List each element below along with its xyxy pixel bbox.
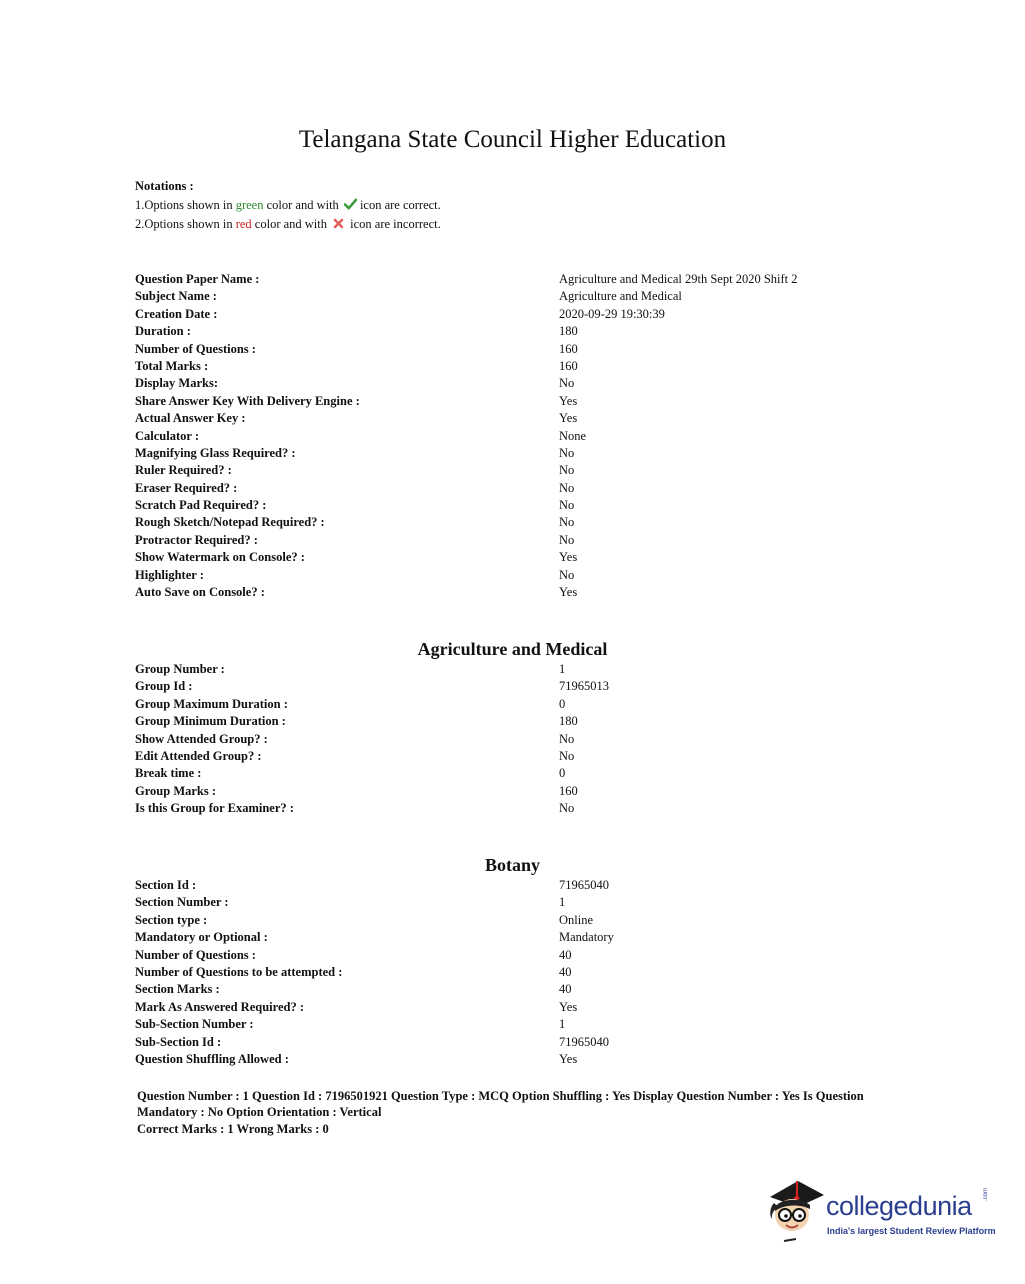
info-value: 2020-09-29 19:30:39 <box>559 306 665 321</box>
info-row <box>135 341 895 358</box>
info-value: No <box>559 445 575 460</box>
notations <box>135 177 441 234</box>
info-row <box>135 393 895 410</box>
info-value: 160 <box>559 783 578 798</box>
notation-text: icon are correct. <box>359 198 441 212</box>
info-row <box>135 375 895 392</box>
info-label: Mandatory or Optional : <box>135 930 268 945</box>
info-label: Eraser Required? : <box>135 480 238 495</box>
info-value: 71965040 <box>559 1034 609 1049</box>
info-label: Show Attended Group? : <box>135 731 268 746</box>
info-label: Calculator : <box>135 428 199 443</box>
brand-suffix: .com <box>983 1187 989 1201</box>
info-row <box>135 1034 895 1051</box>
section-info-table <box>135 877 895 1068</box>
notation-text: 1.Options shown in <box>135 198 233 212</box>
question-info <box>137 1089 897 1138</box>
info-row <box>135 1051 895 1068</box>
info-value: No <box>559 731 575 746</box>
info-value: 40 <box>559 964 572 979</box>
red-color-word: red <box>235 217 252 231</box>
info-label: Actual Answer Key : <box>135 411 246 426</box>
info-value: 40 <box>559 947 572 962</box>
info-label: Group Number : <box>135 662 225 676</box>
info-label: Break time : <box>135 766 202 781</box>
info-value: 1 <box>559 662 566 676</box>
info-row <box>135 912 895 929</box>
info-label: Question Shuffling Allowed : <box>135 1051 289 1066</box>
info-row <box>135 584 895 601</box>
info-row <box>135 1016 895 1033</box>
info-row <box>135 549 895 566</box>
group-info-table <box>135 661 895 818</box>
info-value: No <box>559 567 575 582</box>
info-row <box>135 894 895 911</box>
question-meta-line: Mandatory : No Option Orientation : Vertical <box>137 1104 382 1119</box>
info-label: Section type : <box>135 912 208 927</box>
info-value: No <box>559 515 575 530</box>
info-value: Yes <box>559 999 578 1014</box>
info-row <box>135 532 895 549</box>
section-heading: Botany <box>484 855 540 875</box>
info-label: Protractor Required? : <box>135 532 258 547</box>
info-row <box>135 306 895 323</box>
info-value: None <box>559 428 587 443</box>
info-value: Yes <box>559 393 578 408</box>
collegedunia-mascot-icon <box>766 1177 826 1247</box>
info-value: 160 <box>559 358 578 373</box>
info-row <box>135 981 895 998</box>
info-row <box>135 323 895 340</box>
info-row <box>135 713 895 730</box>
info-label: Magnifying Glass Required? : <box>135 445 296 460</box>
info-value: Yes <box>559 550 578 565</box>
notation-text: color and with <box>254 217 328 231</box>
info-label: Mark As Answered Required? : <box>135 999 304 1014</box>
cross-icon <box>333 216 344 227</box>
paper-info-table <box>135 271 895 601</box>
info-row <box>135 661 895 678</box>
info-row <box>135 445 895 462</box>
notation-correct <box>135 196 441 215</box>
question-marks: Correct Marks : 1 Wrong Marks : 0 <box>137 1122 329 1136</box>
page-title: Telangana State Council Higher Education <box>298 126 727 153</box>
info-label: Group Id : <box>135 679 193 694</box>
info-row <box>135 358 895 375</box>
info-row <box>135 696 895 713</box>
info-label: Group Maximum Duration : <box>135 696 288 711</box>
info-label: Scratch Pad Required? : <box>135 498 267 513</box>
info-label: Creation Date : <box>135 306 218 321</box>
info-label: Section Id : <box>135 878 197 892</box>
info-row <box>135 288 895 305</box>
info-row <box>135 462 895 479</box>
info-label: Section Number : <box>135 895 229 910</box>
info-row <box>135 800 895 817</box>
info-label: Subject Name : <box>135 289 217 304</box>
info-value: Online <box>559 912 594 927</box>
info-value: No <box>559 480 575 495</box>
info-label: Number of Questions : <box>135 947 256 962</box>
info-row <box>135 428 895 445</box>
info-row <box>135 410 895 427</box>
info-label: Ruler Required? : <box>135 463 232 478</box>
info-value: No <box>559 498 575 513</box>
info-value: No <box>559 748 575 763</box>
notation-text: 2.Options shown in <box>135 217 233 231</box>
info-label: Rough Sketch/Notepad Required? : <box>135 515 325 530</box>
info-value: Yes <box>559 585 578 600</box>
info-label: Question Paper Name : <box>135 272 260 286</box>
info-label: Edit Attended Group? : <box>135 748 262 763</box>
info-label: Group Minimum Duration : <box>135 714 286 729</box>
info-row <box>135 765 895 782</box>
info-row <box>135 877 895 894</box>
info-row <box>135 929 895 946</box>
group-heading: Agriculture and Medical <box>417 639 608 659</box>
info-row <box>135 999 895 1016</box>
notation-text: icon are incorrect. <box>350 217 441 231</box>
collegedunia-logo <box>766 1177 996 1247</box>
info-row <box>135 947 895 964</box>
info-value: 0 <box>559 696 566 711</box>
brand-tagline: India's largest Student Review Platform <box>827 1226 996 1236</box>
info-row <box>135 480 895 497</box>
info-value: 71965040 <box>559 878 609 892</box>
info-value: Yes <box>559 411 578 426</box>
info-label: Total Marks : <box>135 358 209 373</box>
info-label: Sub-Section Id : <box>135 1034 222 1049</box>
info-label: Group Marks : <box>135 783 217 798</box>
info-label: Duration : <box>135 324 191 339</box>
info-value: 0 <box>559 766 566 781</box>
info-label: Section Marks : <box>135 982 220 997</box>
info-value: 71965013 <box>559 679 609 694</box>
info-value: No <box>559 801 575 816</box>
info-value: Yes <box>559 1051 578 1066</box>
info-value: No <box>559 532 575 547</box>
info-label: Show Watermark on Console? : <box>135 550 305 565</box>
info-label: Is this Group for Examiner? : <box>135 801 294 816</box>
info-value: 180 <box>559 324 578 339</box>
notations-heading: Notations : <box>135 179 194 193</box>
info-label: Number of Questions : <box>135 341 256 356</box>
info-value: Mandatory <box>559 930 614 945</box>
notation-text: color and with <box>266 198 339 212</box>
info-value: No <box>559 463 575 478</box>
info-value: 1 <box>559 1017 566 1032</box>
info-label: Number of Questions to be attempted : <box>135 964 343 979</box>
info-value: Agriculture and Medical <box>559 289 682 304</box>
info-row <box>135 271 895 288</box>
info-row <box>135 497 895 514</box>
info-value: 40 <box>559 982 572 997</box>
info-label: Auto Save on Console? : <box>135 585 265 600</box>
green-color-word: green <box>235 198 264 212</box>
info-label: Sub-Section Number : <box>135 1017 254 1032</box>
info-row <box>135 964 895 981</box>
info-row <box>135 731 895 748</box>
info-value: 160 <box>559 341 578 356</box>
info-value: No <box>559 376 575 391</box>
info-label: Display Marks: <box>135 376 218 391</box>
info-label: Share Answer Key With Delivery Engine : <box>135 393 360 408</box>
info-value: 1 <box>559 895 566 910</box>
info-row <box>135 678 895 695</box>
notation-incorrect <box>135 215 441 234</box>
question-meta-line: Question Number : 1 Question Id : 7196501921 Question Type : MCQ Option Shuffling : Yes Display Question Number : Yes Is Question <box>137 1089 864 1103</box>
brand-name: collegedunia <box>826 1191 972 1221</box>
info-label: Highlighter : <box>135 567 204 582</box>
info-value: 180 <box>559 714 578 729</box>
info-value: Agriculture and Medical 29th Sept 2020 Shift 2 <box>559 272 798 286</box>
info-row <box>135 783 895 800</box>
check-icon <box>344 197 357 209</box>
info-row <box>135 748 895 765</box>
info-row <box>135 567 895 584</box>
info-row <box>135 514 895 531</box>
